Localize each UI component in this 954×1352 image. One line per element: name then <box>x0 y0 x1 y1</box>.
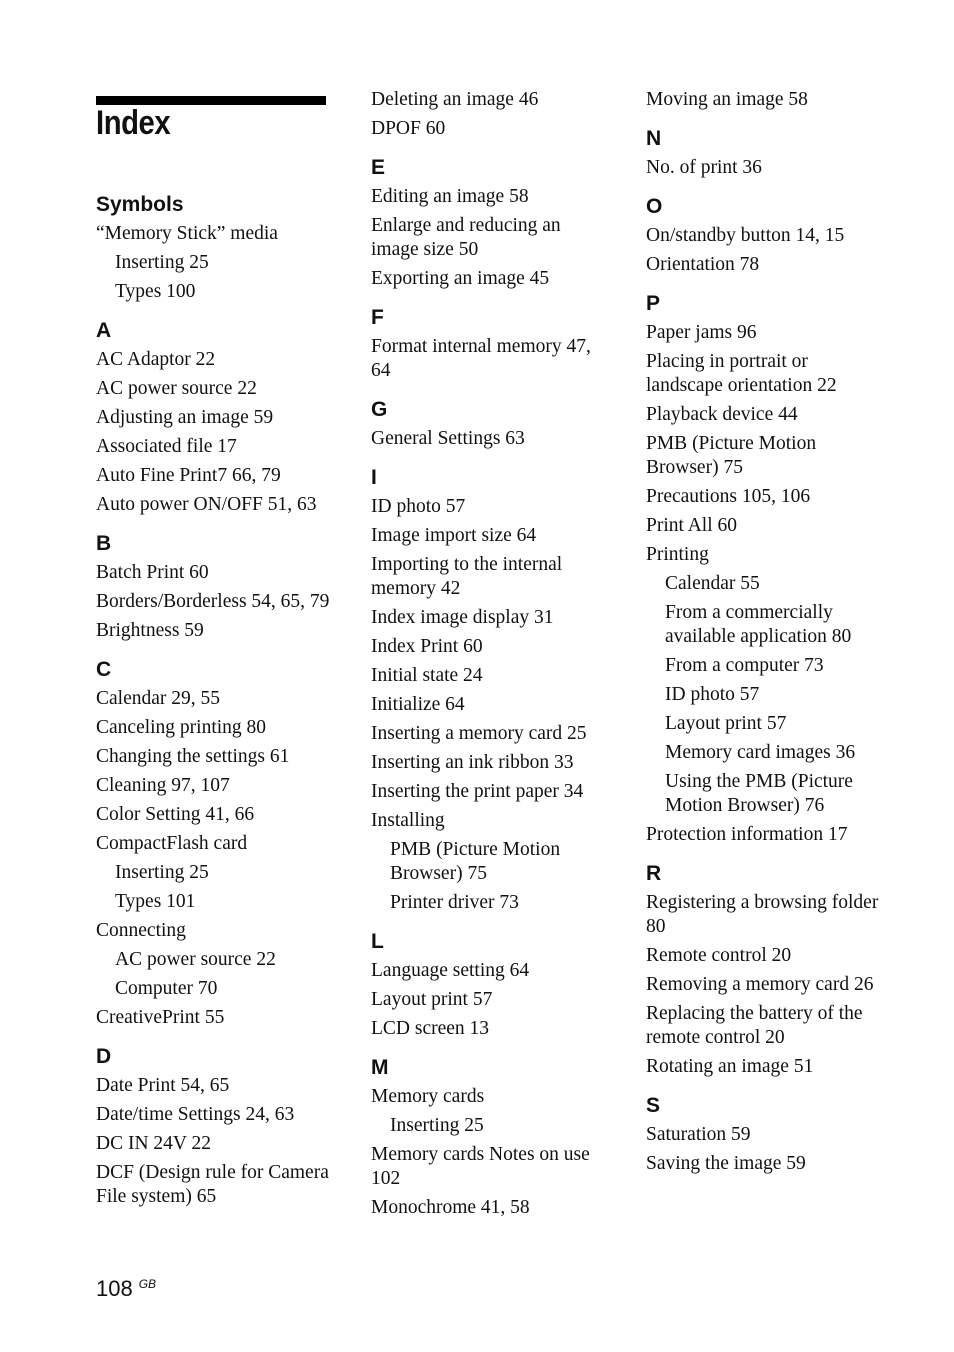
index-entry: Saturation 59 <box>646 1124 751 1145</box>
index-entry: Installing <box>371 810 445 831</box>
index-entry: ID photo 57 <box>371 496 466 517</box>
index-entry: DCF (Design rule for Camera File system) 65 <box>96 1162 329 1207</box>
index-subentry: Types 101 <box>115 891 196 912</box>
index-entry: Registering a browsing folder 80 <box>646 892 879 937</box>
index-entry: Monochrome 41, 58 <box>371 1197 530 1218</box>
section-heading: A <box>96 319 112 342</box>
index-entry: Color Setting 41, 66 <box>96 804 255 825</box>
section-heading: B <box>96 532 112 555</box>
index-entry: Memory cards Notes on use 102 <box>371 1144 590 1189</box>
index-entry: Remote control 20 <box>646 945 792 966</box>
section-heading: R <box>646 862 662 885</box>
index-entry: Editing an image 58 <box>371 186 529 207</box>
index-entry: Placing in portrait or landscape orientation 22 <box>646 351 837 396</box>
index-entry: AC power source 22 <box>96 378 257 399</box>
index-entry: Rotating an image 51 <box>646 1056 814 1077</box>
index-entry: Language setting 64 <box>371 960 530 981</box>
index-column-1 <box>96 178 336 1214</box>
section-heading: E <box>371 156 386 179</box>
index-subentry: Types 100 <box>115 281 196 302</box>
page-number: 108 <box>96 1276 133 1301</box>
index-entry: Inserting the print paper 34 <box>371 781 584 802</box>
section-heading: D <box>96 1045 112 1068</box>
index-entry: “Memory Stick” media <box>96 223 278 244</box>
section-heading: C <box>96 658 112 681</box>
index-entry: Changing the settings 61 <box>96 746 290 767</box>
index-subentry: Inserting 25 <box>115 252 209 273</box>
index-entry: Date/time Settings 24, 63 <box>96 1104 295 1125</box>
index-entry: Inserting a memory card 25 <box>371 723 587 744</box>
section-heading: G <box>371 398 388 421</box>
index-entry: AC Adaptor 22 <box>96 349 216 370</box>
section-heading: N <box>646 127 662 150</box>
index-entry: On/standby button 14, 15 <box>646 225 845 246</box>
index-entry: Initial state 24 <box>371 665 483 686</box>
index-entry: Batch Print 60 <box>96 562 209 583</box>
index-entry: Index image display 31 <box>371 607 554 628</box>
index-entry: Printing <box>646 544 709 565</box>
section-heading: O <box>646 195 663 218</box>
index-subentry: Printer driver 73 <box>390 892 519 913</box>
index-subentry: From a commercially available application 80 <box>665 602 852 647</box>
index-entry: Paper jams 96 <box>646 322 757 343</box>
index-entry: Playback device 44 <box>646 404 798 425</box>
index-subentry: Inserting 25 <box>390 1115 484 1136</box>
section-heading: L <box>371 930 384 953</box>
index-entry: Print All 60 <box>646 515 738 536</box>
page-title: Index <box>96 104 171 142</box>
index-entry: Memory cards <box>371 1086 485 1107</box>
index-entry: DPOF 60 <box>371 118 446 139</box>
index-subentry: Memory card images 36 <box>665 742 856 763</box>
section-heading: F <box>371 306 384 329</box>
index-subentry: ID photo 57 <box>665 684 760 705</box>
index-column-3 <box>646 88 886 1181</box>
index-entry: Canceling printing 80 <box>96 717 267 738</box>
index-entry: Protection information 17 <box>646 824 848 845</box>
index-entry: Auto power ON/OFF 51, 63 <box>96 494 317 515</box>
index-entry: Image import size 64 <box>371 525 537 546</box>
index-entry: DC IN 24V 22 <box>96 1133 212 1154</box>
index-subentry: Computer 70 <box>115 978 218 999</box>
index-entry: Importing to the internal memory 42 <box>371 554 563 599</box>
index-column-2 <box>371 88 611 1225</box>
index-entry: Brightness 59 <box>96 620 204 641</box>
index-subentry: PMB (Picture Motion Browser) 75 <box>390 839 561 884</box>
index-subentry: Using the PMB (Picture Motion Browser) 76 <box>665 771 853 816</box>
section-heading: I <box>371 466 377 489</box>
index-entry: Date Print 54, 65 <box>96 1075 230 1096</box>
index-subentry: Layout print 57 <box>665 713 787 734</box>
index-subentry: Inserting 25 <box>115 862 209 883</box>
index-entry: Removing a memory card 26 <box>646 974 874 995</box>
index-entry: PMB (Picture Motion Browser) 75 <box>646 433 817 478</box>
index-entry: Connecting <box>96 920 186 941</box>
index-entry: Saving the image 59 <box>646 1153 806 1174</box>
index-entry: Index Print 60 <box>371 636 483 657</box>
index-entry: Deleting an image 46 <box>371 89 539 110</box>
index-entry: Initialize 64 <box>371 694 465 715</box>
index-entry: Moving an image 58 <box>646 89 808 110</box>
index-entry: CreativePrint 55 <box>96 1007 225 1028</box>
index-entry: CompactFlash card <box>96 833 248 854</box>
index-entry: Auto Fine Print7 66, 79 <box>96 465 281 486</box>
index-entry: General Settings 63 <box>371 428 525 449</box>
index-entry: Precautions 105, 106 <box>646 486 811 507</box>
index-subentry: Calendar 55 <box>665 573 760 594</box>
index-entry: Inserting an ink ribbon 33 <box>371 752 574 773</box>
index-entry: Cleaning 97, 107 <box>96 775 230 796</box>
index-entry: Layout print 57 <box>371 989 493 1010</box>
index-entry: Borders/Borderless 54, 65, 79 <box>96 591 330 612</box>
index-entry: Calendar 29, 55 <box>96 688 221 709</box>
index-entry: Enlarge and reducing an image size 50 <box>371 215 561 260</box>
index-entry: No. of print 36 <box>646 157 762 178</box>
index-entry: Format internal memory 47, 64 <box>371 336 591 381</box>
page-suffix: GB <box>138 1276 157 1291</box>
index-entry: Exporting an image 45 <box>371 268 550 289</box>
index-entry: Associated file 17 <box>96 436 237 457</box>
index-entry: Orientation 78 <box>646 254 760 275</box>
section-heading: M <box>371 1056 389 1079</box>
index-subentry: AC power source 22 <box>115 949 276 970</box>
page-footer <box>96 1276 156 1302</box>
index-entry: LCD screen 13 <box>371 1018 490 1039</box>
index-entry: Replacing the battery of the remote control 20 <box>646 1003 863 1048</box>
section-heading: Symbols <box>96 193 184 216</box>
index-subentry: From a computer 73 <box>665 655 824 676</box>
index-entry: Adjusting an image 59 <box>96 407 274 428</box>
section-heading: P <box>646 292 661 315</box>
section-heading: S <box>646 1094 661 1117</box>
